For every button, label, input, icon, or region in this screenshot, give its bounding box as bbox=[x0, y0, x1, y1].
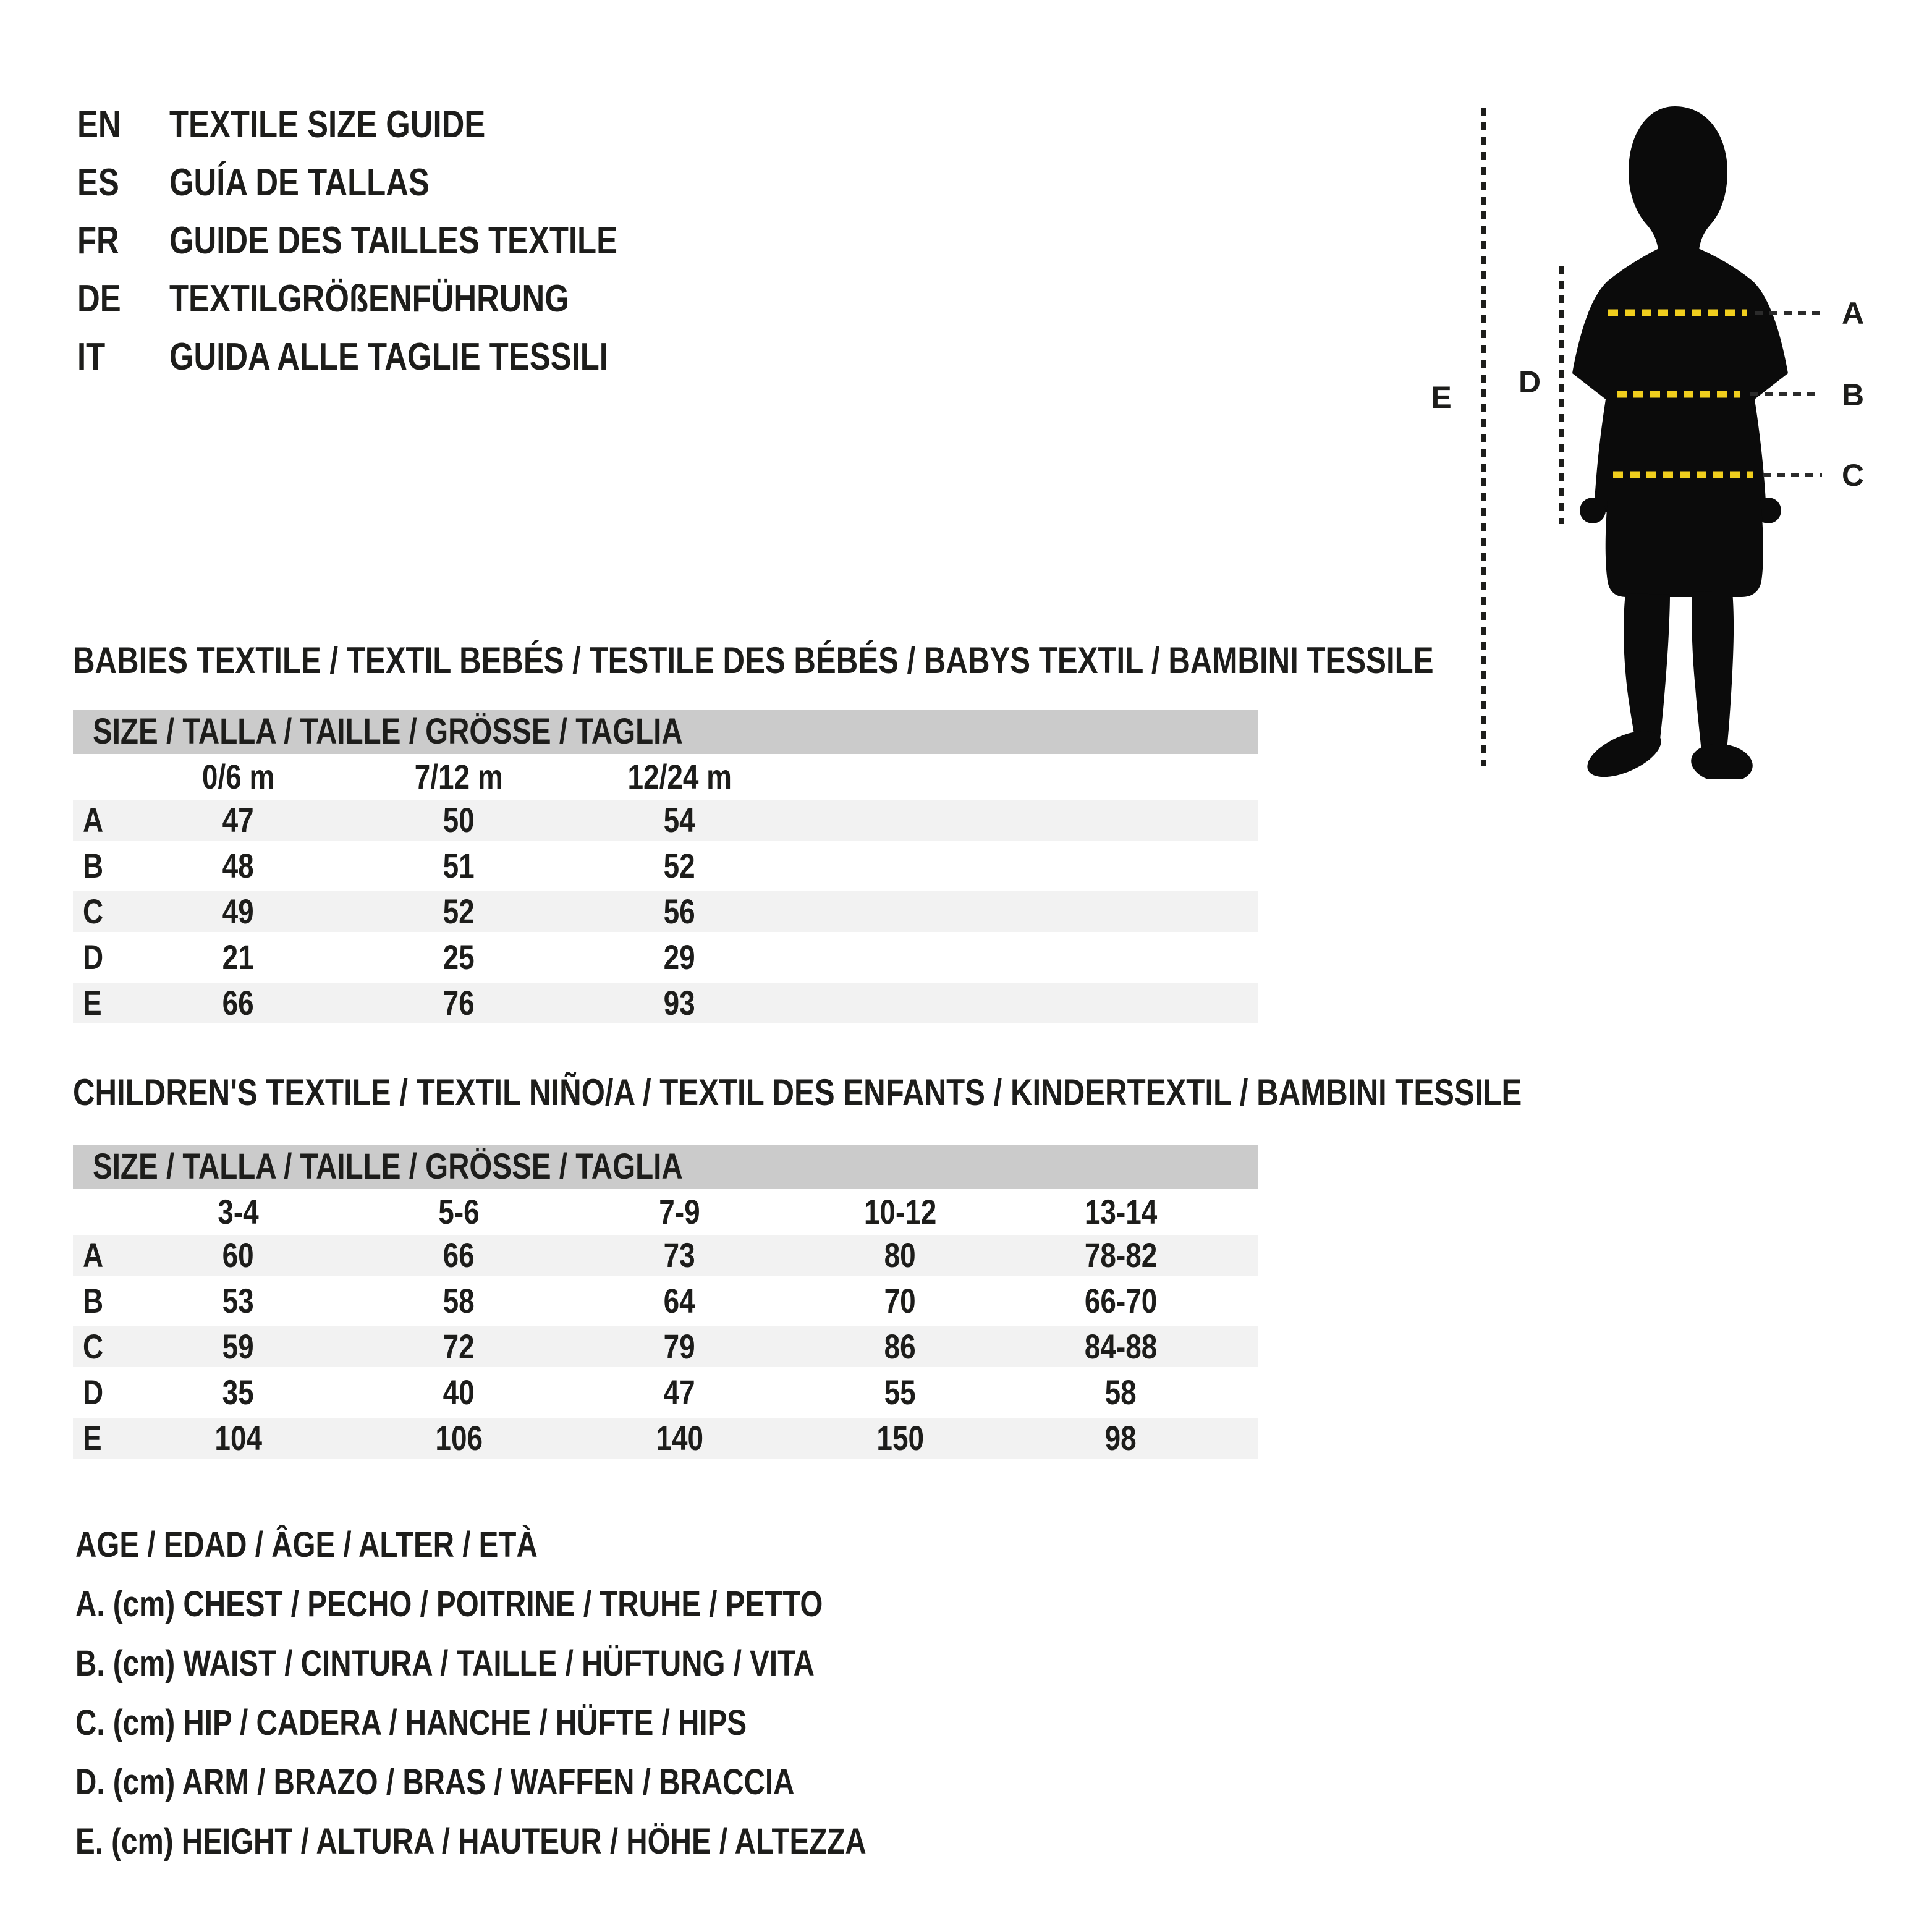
size-header-bar: SIZE / TALLA / TAILLE / GRÖSSE / TAGLIA bbox=[73, 710, 1258, 754]
table-row bbox=[73, 983, 1258, 1023]
table-cell: 58 bbox=[1104, 1373, 1137, 1412]
column-header: 0/6 m bbox=[201, 757, 275, 796]
table-cell: 48 bbox=[222, 846, 255, 885]
legend-line-waist: B. (cm) WAIST / CINTURA / TAILLE / HÜFTUNG / VITA bbox=[75, 1643, 815, 1684]
column-header: 3-4 bbox=[218, 1192, 259, 1231]
table-cell: 29 bbox=[663, 938, 696, 977]
table-cell: 64 bbox=[663, 1281, 696, 1320]
table-cell: 150 bbox=[876, 1418, 924, 1457]
table-cell: 52 bbox=[663, 846, 696, 885]
table-cell: 35 bbox=[222, 1373, 255, 1412]
table-cell: 58 bbox=[443, 1281, 475, 1320]
table-cell: 55 bbox=[884, 1373, 917, 1412]
table-cell: 72 bbox=[443, 1327, 475, 1366]
language-code: EN bbox=[77, 103, 121, 146]
table-cell: 140 bbox=[656, 1418, 703, 1457]
marker-label-a: A bbox=[1842, 296, 1865, 331]
column-header-row bbox=[73, 1189, 1258, 1235]
table-cell: 98 bbox=[1104, 1418, 1137, 1457]
language-row bbox=[77, 270, 716, 328]
marker-label-d: D bbox=[1518, 365, 1541, 399]
table-cell: 76 bbox=[443, 983, 475, 1022]
table-cell: 21 bbox=[222, 938, 255, 977]
table-cell: 50 bbox=[443, 800, 475, 839]
table-cell: 51 bbox=[443, 846, 475, 885]
table-cell: 66 bbox=[443, 1235, 475, 1274]
table-row bbox=[73, 1326, 1258, 1367]
table-cell: 93 bbox=[663, 983, 696, 1022]
column-header: 5-6 bbox=[438, 1192, 480, 1231]
table-cell: 56 bbox=[663, 892, 696, 931]
language-row bbox=[77, 328, 716, 386]
language-code: IT bbox=[77, 336, 106, 378]
column-header: 10-12 bbox=[863, 1192, 937, 1231]
babies-section-title: BABIES TEXTILE / TEXTIL BEBÉS / TESTILE DES BÉBÉS / BABYS TEXTIL / BAMBINI TESSILE bbox=[73, 640, 1434, 681]
table-cell: 73 bbox=[663, 1235, 696, 1274]
legend-line-height: E. (cm) HEIGHT / ALTURA / HAUTEUR / HÖHE / ALTEZZA bbox=[75, 1821, 866, 1862]
table-cell: 47 bbox=[663, 1373, 696, 1412]
row-label: D bbox=[83, 1373, 104, 1412]
table-row bbox=[73, 1418, 1258, 1459]
table-cell: 84-88 bbox=[1084, 1327, 1158, 1366]
children-size-table bbox=[73, 1145, 1258, 1464]
legend-line-chest: A. (cm) CHEST / PECHO / POITRINE / TRUHE / PETTO bbox=[75, 1584, 823, 1624]
row-label: C bbox=[83, 1327, 104, 1366]
table-cell: 40 bbox=[443, 1373, 475, 1412]
language-row bbox=[77, 154, 716, 212]
language-code: ES bbox=[77, 161, 119, 204]
table-cell: 54 bbox=[663, 800, 696, 839]
table-cell: 25 bbox=[443, 938, 475, 977]
language-title: GUIDA ALLE TAGLIE TESSILI bbox=[169, 336, 608, 378]
marker-label-e: E bbox=[1431, 380, 1452, 415]
language-title: GUIDE DES TAILLES TEXTILE bbox=[169, 219, 617, 262]
row-label: C bbox=[83, 892, 104, 931]
language-code: DE bbox=[77, 278, 121, 320]
row-label: A bbox=[83, 800, 104, 839]
language-row bbox=[77, 96, 716, 154]
column-header: 13-14 bbox=[1084, 1192, 1158, 1231]
table-cell: 80 bbox=[884, 1235, 917, 1274]
table-cell: 60 bbox=[222, 1235, 255, 1274]
table-cell: 49 bbox=[222, 892, 255, 931]
table-cell: 66-70 bbox=[1084, 1281, 1158, 1320]
table-row bbox=[73, 800, 1258, 841]
size-header-bar: SIZE / TALLA / TAILLE / GRÖSSE / TAGLIA bbox=[73, 1145, 1258, 1189]
babies-size-table bbox=[73, 710, 1258, 1028]
table-cell: 78-82 bbox=[1084, 1235, 1158, 1274]
children-section-title: CHILDREN'S TEXTILE / TEXTIL NIÑO/A / TEXTIL DES ENFANTS / KINDERTEXTIL / BAMBINI TESSILE bbox=[73, 1072, 1522, 1113]
measurement-legend bbox=[75, 1525, 1040, 1881]
row-label: D bbox=[83, 938, 104, 977]
table-cell: 47 bbox=[222, 800, 255, 839]
table-cell: 79 bbox=[663, 1327, 696, 1366]
table-cell: 59 bbox=[222, 1327, 255, 1366]
row-label: E bbox=[83, 983, 102, 1022]
table-cell: 106 bbox=[435, 1418, 483, 1457]
language-title: TEXTILE SIZE GUIDE bbox=[169, 103, 486, 146]
marker-label-c: C bbox=[1842, 458, 1865, 493]
table-row bbox=[73, 1235, 1258, 1276]
column-header: 7/12 m bbox=[415, 757, 503, 796]
language-title: TEXTILGRÖßENFÜHRUNG bbox=[169, 278, 569, 320]
table-cell: 52 bbox=[443, 892, 475, 931]
table-cell: 66 bbox=[222, 983, 255, 1022]
language-title: GUÍA DE TALLAS bbox=[169, 161, 430, 204]
row-label: B bbox=[83, 1281, 104, 1320]
table-row bbox=[73, 1281, 1258, 1321]
table-row bbox=[73, 845, 1258, 886]
marker-label-b: B bbox=[1842, 378, 1865, 412]
legend-line-hip: C. (cm) HIP / CADERA / HANCHE / HÜFTE / HIPS bbox=[75, 1703, 747, 1743]
table-cell: 53 bbox=[222, 1281, 255, 1320]
row-label: B bbox=[83, 846, 104, 885]
language-code: FR bbox=[77, 219, 119, 262]
column-header-row bbox=[73, 754, 1258, 800]
table-row bbox=[73, 937, 1258, 978]
legend-line-arm: D. (cm) ARM / BRAZO / BRAS / WAFFEN / BRACCIA bbox=[75, 1762, 795, 1802]
language-row bbox=[77, 212, 716, 270]
row-label: A bbox=[83, 1235, 104, 1274]
table-cell: 70 bbox=[884, 1281, 917, 1320]
row-label: E bbox=[83, 1418, 102, 1457]
column-header: 7-9 bbox=[659, 1192, 700, 1231]
table-row bbox=[73, 1372, 1258, 1413]
language-header bbox=[77, 96, 716, 386]
legend-line-age: AGE / EDAD / ÂGE / ALTER / ETÀ bbox=[75, 1525, 538, 1565]
column-header: 12/24 m bbox=[627, 757, 732, 796]
table-cell: 86 bbox=[884, 1327, 917, 1366]
table-row bbox=[73, 891, 1258, 932]
table-cell: 104 bbox=[214, 1418, 262, 1457]
